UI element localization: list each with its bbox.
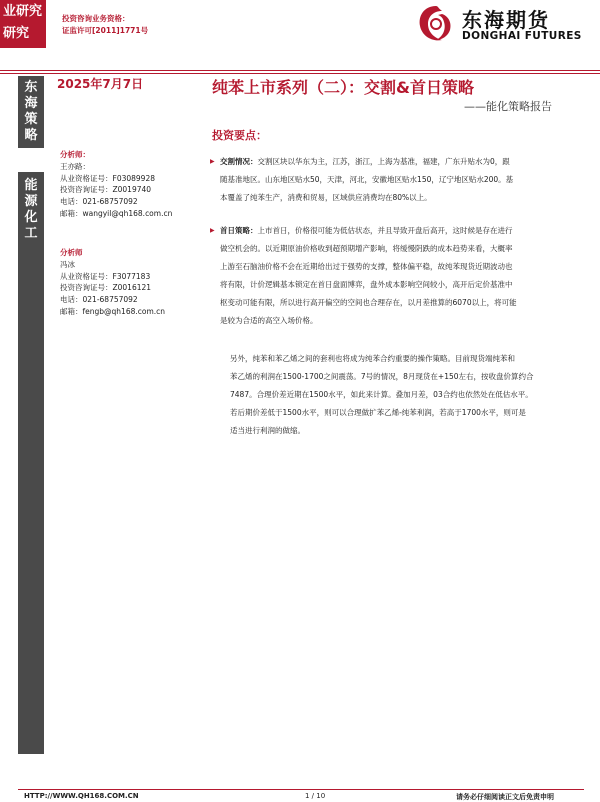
sidebar-brand-char: 海 (24, 96, 38, 111)
point-first-day (220, 222, 582, 329)
point-line: 上市首日，价格很可能为低估状态，并且导致开盘后高开，这时候是存在进行 (257, 226, 513, 235)
footer-disclaimer: 请务必仔细阅读正文后免责申明 (456, 793, 554, 801)
point-head: 首日策略： (220, 226, 258, 235)
report-type-text-2: 研究 (3, 26, 30, 41)
header-divider (0, 70, 600, 71)
sidebar-brand-char: 策 (24, 112, 38, 127)
analyst-card (60, 149, 172, 220)
bullet-icon: ▶ (210, 158, 215, 165)
point-line: 枢变动可能有限，所以进行高开偏空的空间也合理存在，以月差推算的6070以上，将可能 (220, 297, 517, 307)
analyst-card (60, 247, 165, 318)
page-number: 1 / 10 (305, 792, 326, 800)
point-line: 交割区块以华东为主，江苏，浙江，上海为基准，福建，广东升贴水为0，跟 (257, 157, 510, 166)
sidebar-brand-char: 东 (24, 80, 38, 95)
analyst-label: 分析师 (60, 248, 83, 257)
report-subtitle: ——能化策略报告 (464, 100, 552, 113)
analyst-name: 冯冰 (60, 259, 75, 269)
analyst-name: 王亦路： (60, 161, 90, 171)
sidebar-category-char: 源 (24, 194, 38, 209)
analyst-phone: 电话：021-68757092 (60, 197, 138, 207)
bullet-icon: ▶ (210, 227, 215, 234)
analyst-phone: 电话：021-68757092 (60, 295, 138, 305)
analyst-consult: 投资咨询证号：Z0016121 (60, 283, 152, 293)
sidebar-category-char: 能 (24, 178, 38, 193)
arbitrage-paragraph (230, 350, 582, 440)
section-heading: 投资要点： (212, 129, 267, 142)
logo-chinese-name: 东海期货 (462, 8, 550, 32)
report-type-tab (0, 0, 46, 48)
sidebar-brand-char: 略 (24, 128, 38, 143)
report-date: 2025年7月7日 (57, 77, 144, 91)
logo-english-name: DONGHAI FUTURES (462, 30, 582, 42)
sidebar-category-char: 工 (24, 226, 38, 241)
analyst-consult: 投资咨询证号：Z0019740 (60, 185, 152, 195)
para-line: 苯乙烯的利润在1500-1700之间震荡。7号的情况，8月现货在+150左右，按收盘价算约合 (230, 371, 534, 381)
para-line: 若后期价差低于1500水平，则可以合理做扩苯乙烯-纯苯利润，若高于1700水平，则可是 (230, 407, 526, 417)
point-line: 本覆盖了纯苯生产，消费和贸易，区域供应消费均在80%以上。 (220, 192, 432, 202)
sidebar-category-bar (18, 172, 44, 754)
point-delivery (220, 153, 582, 207)
donghai-logo-icon (414, 2, 458, 44)
para-line: 另外，纯苯和苯乙烯之间的套利也将成为纯苯合约重要的操作策略。目前现货端纯苯和 (230, 354, 515, 363)
footer-url-link[interactable]: HTTP://WWW.QH168.COM.CN (24, 792, 139, 800)
point-line: 做空机会的。以近期原油价格收到超预期增产影响，将缓慢阴跌的成本趋势来看，大概率 (220, 243, 513, 253)
point-line: 将有限，计价逻辑基本锁定在首日盘面博弈，盘外成本影响空间较小，高开后定价基准中 (220, 279, 513, 289)
header-divider-2 (0, 73, 600, 74)
report-title: 纯苯上市系列（二）：交割&首日策略 (212, 78, 474, 97)
report-type-text: 业研究 (3, 4, 43, 19)
para-line: 7487。合理价差近期在1500水平，如此来计算。叠加月差，03合约也依然处在低估水平。 (230, 389, 533, 399)
analyst-cert: 从业资格证号：F3077183 (60, 271, 151, 281)
point-line: 上游至石脑油价格不会在近期给出过于强势的支撑，整体偏平稳，故纯苯现货近期波动也 (220, 261, 513, 271)
footer-divider (18, 789, 584, 790)
analyst-email: 邮箱：fengb@qh168.com.cn (60, 306, 166, 316)
analyst-cert: 从业资格证号：F03089928 (60, 173, 155, 183)
sidebar-brand-bar (18, 76, 44, 148)
sidebar-category-char: 化 (24, 210, 38, 225)
point-head: 交割情况： (220, 157, 258, 166)
point-line: 是较为合适的高空入场价格。 (220, 315, 318, 325)
analyst-label: 分析师： (60, 150, 90, 159)
qualification-line-1: 投资咨询业务资格： (62, 14, 130, 23)
point-line: 随基准地区。山东地区贴水50，天津，河北，安徽地区贴水150，辽宁地区贴水200。基 (220, 174, 514, 184)
para-line: 适当进行利润的做缩。 (230, 425, 305, 435)
qualification-line-2: 证监许可[2011]1771号 (62, 26, 149, 35)
analyst-email: 邮箱：wangyil@qh168.com.cn (60, 208, 173, 218)
